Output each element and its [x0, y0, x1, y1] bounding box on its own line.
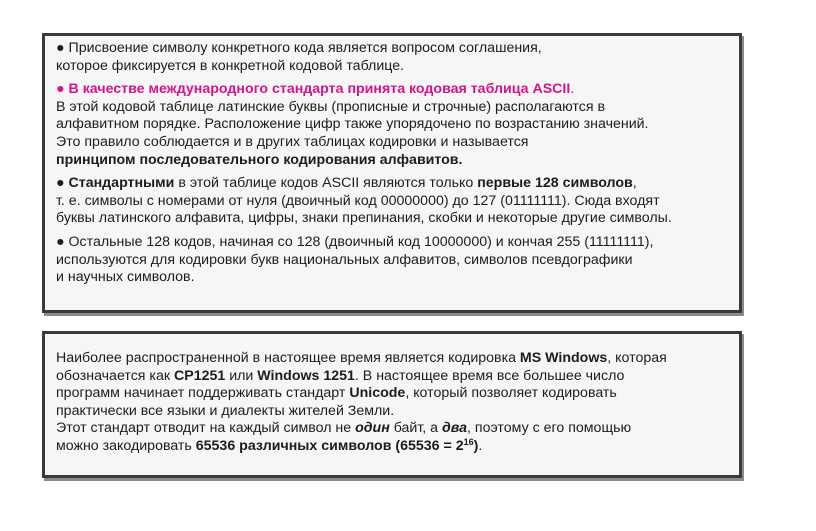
formula-exponent: 16 [463, 436, 474, 447]
text-fragment: в этой таблице кодов ASCII являются только [174, 175, 478, 192]
text-fragment: . [478, 437, 483, 454]
symbol-count-formula [196, 438, 479, 454]
ascii-standard-highlight: ● В качестве международного стандарта принята кодовая таблица ASCII [56, 81, 571, 98]
text-fragment: , который позволяет кодировать [405, 385, 617, 402]
paragraph-code-assignment [56, 40, 729, 75]
text-line: Это правило соблюдается и в других таблицах кодировки и называется [56, 133, 529, 150]
text-line: практически все языки и диалекты жителей Земли. [56, 402, 395, 419]
text-fragment: , поэтому с его помощью [467, 420, 632, 437]
text-fragment: обозначается как [56, 367, 174, 384]
highlight-line [56, 81, 729, 99]
text-line: и научных символов. [56, 269, 195, 286]
sequential-coding-principle: принципом последовательного кодирования алфавитов. [56, 151, 463, 168]
text-line: ● Остальные 128 кодов, начиная со 128 (двоичный код 10000000) и кончая 255 (11111111), [56, 233, 654, 250]
paragraph-ascii-standard [56, 81, 729, 169]
bullet: ● [56, 175, 69, 192]
paragraph-windows-unicode [56, 350, 729, 456]
highlight-period: . [570, 81, 575, 98]
text-line: буквы латинского алфавита, цифры, знаки препинания, скобки и некоторые другие символы. [56, 210, 672, 227]
bold-term: Windows 1251 [257, 367, 355, 384]
text-line: используются для кодировки букв национальных алфавитов, символов псевдографики [56, 251, 633, 268]
bold-term: MS Windows [519, 350, 608, 366]
text-fragment: байт, а [389, 420, 442, 437]
text-fragment: или [225, 367, 258, 384]
bold-italic-term: два [442, 420, 468, 437]
unicode-info-box [42, 331, 742, 478]
text-line: алфавитном порядке. Расположение цифр также упорядочено по возрастанию значений. [56, 116, 649, 133]
text-line [56, 350, 729, 368]
bold-italic-term: один [355, 420, 390, 437]
ascii-info-box [42, 33, 742, 313]
paragraph-other-128 [56, 234, 729, 287]
text-line [56, 152, 729, 170]
bold-term: первые 128 символов [477, 175, 633, 192]
bold-term: Стандартными [68, 175, 175, 192]
text-line [56, 368, 729, 386]
text-fragment: , [632, 175, 637, 192]
text-line [56, 175, 729, 193]
bold-term: CP1251 [173, 367, 226, 384]
paragraph-standard-128 [56, 175, 729, 228]
text-fragment: . В настоящее время все большее число [354, 367, 625, 384]
text-line: которое фиксируется в конкретной кодовой таблице. [56, 57, 405, 74]
text-line [56, 385, 729, 403]
text-fragment: Этот стандарт отводит на каждый символ не [56, 420, 356, 437]
formula-close: ) [473, 437, 479, 454]
text-line [56, 420, 729, 438]
text-line: т. е. символы с номерами от нуля (двоичный код 00000000) до 127 (01111111). Сюда входят [56, 192, 660, 209]
text-line: В этой кодовой таблице латинские буквы (прописные и строчные) располагаются в [56, 98, 606, 115]
text-fragment: программ начинает поддерживать стандарт [56, 385, 350, 402]
formula-text: 65536 различных символов (65536 = 2 [195, 437, 464, 454]
text-line [56, 438, 729, 456]
text-fragment: Наиболее распространенной в настоящее время является кодировка [56, 350, 520, 366]
bold-term: Unicode [349, 385, 406, 402]
text-line: ● Присвоение символу конкретного кода является вопросом соглашения, [56, 40, 542, 56]
text-fragment: можно закодировать [56, 437, 196, 454]
text-fragment: , которая [607, 350, 667, 366]
